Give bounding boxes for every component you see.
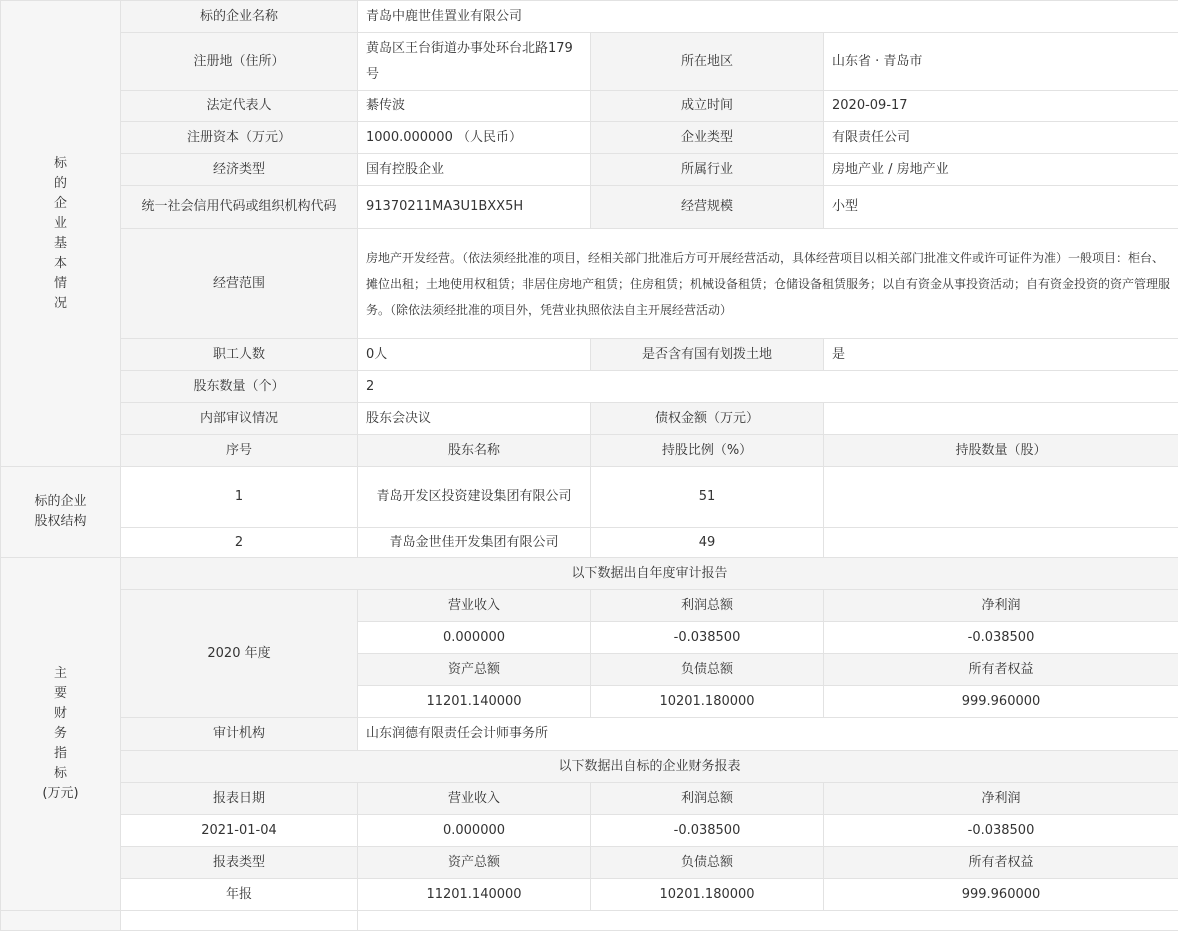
value: 青岛中鹿世佳置业有限公司 (358, 1, 1178, 33)
value (824, 403, 1178, 435)
header: 营业收入 (358, 590, 591, 622)
table-row (1, 815, 1178, 847)
cell: 2021-01-04 (121, 815, 358, 847)
value: 黄岛区王台街道办事处环台北路179号 (358, 33, 591, 91)
value: 1000.000000 （人民币） (358, 122, 591, 154)
header: 负债总额 (591, 654, 824, 686)
value: 山东润德有限责任会计师事务所 (358, 718, 1178, 751)
table-row (1, 879, 1178, 911)
finance-group-label: 主要财务指标 (万元) (1, 558, 121, 911)
cell (121, 911, 358, 931)
basic-group-label: 标的企业基本情况 (1, 1, 121, 467)
label: 注册地（住所） (121, 33, 358, 91)
label: 所属行业 (591, 154, 824, 186)
header: 序号 (121, 435, 358, 467)
cell: -0.038500 (824, 622, 1178, 654)
value: 2020-09-17 (824, 91, 1178, 122)
cell: 1 (121, 467, 358, 528)
cell: 999.960000 (824, 879, 1178, 911)
cell: 51 (591, 467, 824, 528)
cell: -0.038500 (824, 815, 1178, 847)
header: 所有者权益 (824, 654, 1178, 686)
header: 持股数量（股） (824, 435, 1178, 467)
label: 职工人数 (121, 339, 358, 371)
label: 法定代表人 (121, 91, 358, 122)
table-row (1, 718, 1178, 751)
row-capital (1, 122, 1178, 154)
label: 股东数量（个） (121, 371, 358, 403)
label: 债权金额（万元） (591, 403, 824, 435)
cell: 2 (121, 528, 358, 558)
value: 有限责任公司 (824, 122, 1178, 154)
header: 利润总额 (591, 783, 824, 815)
row-review (1, 403, 1178, 435)
report-title-row (1, 751, 1178, 783)
cell (824, 528, 1178, 558)
audit-year: 2020 年度 (121, 590, 358, 718)
cell: -0.038500 (591, 815, 824, 847)
cell: 0.000000 (358, 622, 591, 654)
label: 内部审议情况 (121, 403, 358, 435)
equity-finance-table (0, 466, 1178, 931)
value: 小型 (824, 186, 1178, 229)
header: 营业收入 (358, 783, 591, 815)
cell: -0.038500 (591, 622, 824, 654)
cell: 49 (591, 528, 824, 558)
header: 资产总额 (358, 847, 591, 879)
header: 所有者权益 (824, 847, 1178, 879)
table-row (1, 467, 1178, 528)
value: 2 (358, 371, 1178, 403)
value: 91370211MA3U1BXX5H (358, 186, 591, 229)
report-title: 以下数据出自标的企业财务报表 (121, 751, 1178, 783)
label: 经营规模 (591, 186, 824, 229)
audit-title: 以下数据出自年度审计报告 (121, 558, 1178, 590)
equity-header-row (1, 435, 1178, 467)
row-econ-type (1, 154, 1178, 186)
value: 房地产业 / 房地产业 (824, 154, 1178, 186)
header: 净利润 (824, 590, 1178, 622)
label: 经济类型 (121, 154, 358, 186)
table-row (1, 847, 1178, 879)
label: 企业类型 (591, 122, 824, 154)
label: 统一社会信用代码或组织机构代码 (121, 186, 358, 229)
row-credit-code (1, 186, 1178, 229)
cell (358, 911, 1178, 931)
table-row (1, 590, 1178, 622)
header: 利润总额 (591, 590, 824, 622)
header: 股东名称 (358, 435, 591, 467)
value: 綦传波 (358, 91, 591, 122)
value: 国有控股企业 (358, 154, 591, 186)
cell (1, 911, 121, 931)
cell: 0.000000 (358, 815, 591, 847)
cell: 11201.140000 (358, 686, 591, 718)
header: 报表类型 (121, 847, 358, 879)
value: 股东会决议 (358, 403, 591, 435)
cell: 青岛金世佳开发集团有限公司 (358, 528, 591, 558)
value: 房地产开发经营。（依法须经批准的项目，经相关部门批准后方可开展经营活动，具体经营项目以相关部门批准文件或许可证件为准）一般项目：柜台、摊位出租；土地使用权租赁；非居住房地产租赁；住房租赁；机械设备租赁；仓储设备租赁服务；以自有资金从事投资活动；自有资金投资的资产管理服务。（除依法须经批准的项目外，凭营业执照依法自主开展经营活动） (358, 229, 1178, 339)
table-row (1, 783, 1178, 815)
label: 成立时间 (591, 91, 824, 122)
label: 所在地区 (591, 33, 824, 91)
row-staff (1, 339, 1178, 371)
header: 净利润 (824, 783, 1178, 815)
header: 持股比例（%） (591, 435, 824, 467)
label: 注册资本（万元） (121, 122, 358, 154)
header: 负债总额 (591, 847, 824, 879)
cell: 10201.180000 (591, 879, 824, 911)
cell: 11201.140000 (358, 879, 591, 911)
row-scope (1, 229, 1178, 339)
row-legal-rep (1, 91, 1178, 122)
row-company-name (1, 1, 1178, 33)
value: 0人 (358, 339, 591, 371)
label: 是否含有国有划拨土地 (591, 339, 824, 371)
cell: 10201.180000 (591, 686, 824, 718)
audit-title-row (1, 558, 1178, 590)
header: 资产总额 (358, 654, 591, 686)
value: 是 (824, 339, 1178, 371)
cell: 年报 (121, 879, 358, 911)
cell: 999.960000 (824, 686, 1178, 718)
cell (824, 467, 1178, 528)
label: 标的企业名称 (121, 1, 358, 33)
label: 审计机构 (121, 718, 358, 751)
header: 报表日期 (121, 783, 358, 815)
value: 山东省 · 青岛市 (824, 33, 1178, 91)
equity-group-label: 标的企业股权结构 (1, 467, 121, 558)
row-shareholder-count (1, 371, 1178, 403)
cell: 青岛开发区投资建设集团有限公司 (358, 467, 591, 528)
table-row (1, 528, 1178, 558)
table-row-partial (1, 911, 1178, 931)
row-address (1, 33, 1178, 91)
label: 经营范围 (121, 229, 358, 339)
